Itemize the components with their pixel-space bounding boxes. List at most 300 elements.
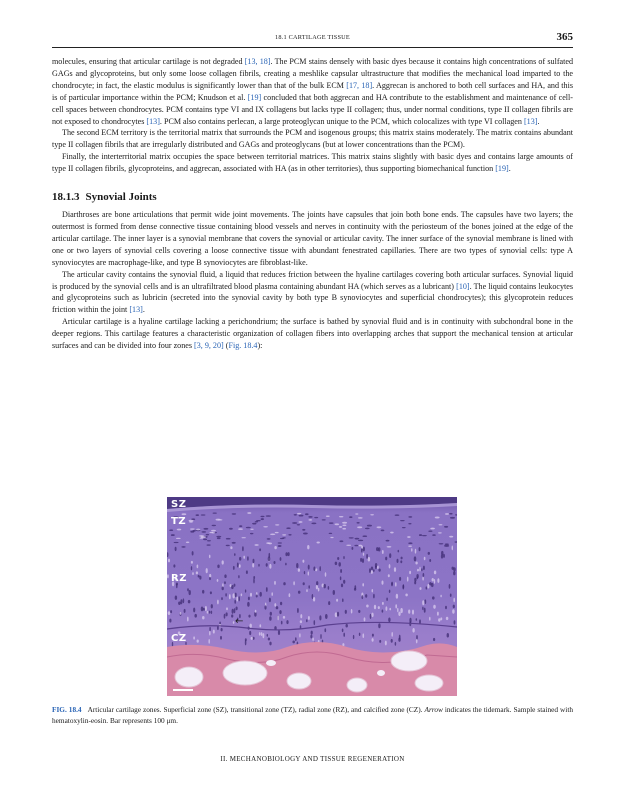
chondrocyte bbox=[340, 576, 342, 580]
citation-link[interactable]: Fig. 18.4 bbox=[228, 341, 258, 351]
chondrocyte bbox=[253, 578, 255, 583]
chondrocyte bbox=[209, 611, 211, 614]
chondrocyte bbox=[285, 563, 287, 566]
chondrocyte bbox=[453, 598, 455, 602]
citation-link[interactable]: [3, 9, 20] bbox=[194, 341, 224, 351]
chondrocyte bbox=[414, 581, 416, 584]
chondrocyte bbox=[190, 528, 195, 529]
chondrocyte bbox=[449, 536, 453, 538]
chondrocyte bbox=[365, 528, 370, 530]
chondrocyte bbox=[182, 513, 187, 515]
chondrocyte bbox=[311, 523, 316, 525]
paragraph-interterritorial-matrix bbox=[52, 151, 573, 175]
chondrocyte bbox=[362, 633, 364, 638]
chondrocyte bbox=[297, 608, 299, 613]
chondrocyte bbox=[188, 600, 191, 604]
chondrocyte bbox=[186, 542, 190, 544]
chondrocyte bbox=[400, 560, 402, 563]
text-run: Articular cartilage is a hyaline cartilage lacking a perichondrium; the surface is bathed by synovial fluid and is in continuity with subchondral bone in the deeper regions. This cartilage features a characteristic organization of collagen fibers into overlapping arches that support the mechanical tension at articular surfaces and can be divided into four zones bbox=[52, 317, 573, 351]
text-run: . bbox=[537, 116, 540, 126]
chondrocyte bbox=[388, 574, 390, 577]
chondrocyte bbox=[311, 631, 313, 635]
chondrocyte bbox=[437, 612, 439, 616]
chondrocyte bbox=[266, 587, 268, 592]
chondrocyte bbox=[314, 517, 318, 518]
chondrocyte bbox=[382, 602, 384, 605]
chondrocyte bbox=[246, 570, 248, 574]
section-number: 18.1.3 bbox=[52, 191, 80, 204]
chondrocyte bbox=[217, 564, 219, 568]
chondrocyte bbox=[391, 582, 393, 586]
chondrocyte bbox=[236, 596, 238, 601]
chondrocyte bbox=[210, 591, 212, 594]
chondrocyte bbox=[427, 584, 429, 589]
chondrocyte bbox=[365, 594, 367, 598]
text-run: molecules, ensuring that articular cartilage is not degraded bbox=[52, 57, 245, 66]
chondrocyte bbox=[429, 582, 431, 585]
chondrocyte bbox=[324, 628, 326, 632]
chondrocyte bbox=[439, 543, 444, 544]
chondrocyte bbox=[308, 585, 310, 588]
chondrocyte bbox=[405, 593, 408, 596]
chondrocyte bbox=[414, 556, 417, 561]
chondrocyte bbox=[220, 636, 222, 640]
chondrocyte bbox=[229, 594, 231, 599]
chondrocyte bbox=[389, 608, 391, 611]
caption-italic: Arrow bbox=[424, 705, 443, 714]
chondrocyte bbox=[363, 553, 364, 556]
chondrocyte bbox=[308, 571, 309, 575]
chondrocyte bbox=[354, 545, 358, 547]
chondrocyte bbox=[322, 519, 326, 520]
chondrocyte bbox=[183, 598, 185, 603]
chondrocyte bbox=[359, 633, 361, 636]
chondrocyte bbox=[242, 537, 246, 538]
chondrocyte bbox=[255, 610, 257, 613]
chondrocyte bbox=[372, 634, 374, 637]
chondrocyte bbox=[443, 554, 445, 558]
chondrocyte bbox=[175, 547, 177, 551]
chondrocyte bbox=[419, 567, 420, 572]
chondrocyte bbox=[246, 527, 251, 529]
chondrocyte bbox=[364, 617, 366, 621]
chondrocyte bbox=[270, 612, 272, 616]
chondrocyte bbox=[209, 532, 213, 533]
chondrocyte bbox=[261, 632, 263, 636]
chondrocyte bbox=[229, 528, 233, 530]
chondrocyte bbox=[256, 520, 261, 521]
chondrocyte bbox=[248, 597, 250, 601]
chondrocyte bbox=[232, 513, 236, 514]
chondrocyte bbox=[428, 552, 430, 555]
chondrocyte bbox=[308, 516, 312, 518]
chondrocyte bbox=[440, 595, 441, 598]
chondrocyte bbox=[234, 600, 236, 604]
chondrocyte bbox=[401, 557, 403, 560]
chondrocyte bbox=[325, 572, 327, 577]
chondrocyte bbox=[454, 620, 456, 624]
chondrocyte bbox=[354, 585, 356, 589]
chondrocyte bbox=[351, 609, 353, 614]
chondrocyte bbox=[433, 638, 435, 641]
chondrocyte bbox=[403, 584, 405, 588]
chondrocyte bbox=[201, 606, 204, 611]
chondrocyte bbox=[385, 557, 387, 561]
chondrocyte bbox=[250, 593, 252, 597]
chondrocyte bbox=[358, 540, 363, 542]
chondrocyte bbox=[325, 614, 328, 619]
chondrocyte bbox=[206, 534, 209, 536]
chondrocyte bbox=[382, 610, 384, 613]
chondrocyte bbox=[174, 542, 179, 543]
chondrocyte bbox=[286, 527, 290, 529]
chondrocyte bbox=[273, 561, 275, 564]
chondrocyte bbox=[328, 601, 330, 605]
chondrocyte bbox=[390, 532, 394, 534]
chondrocyte bbox=[320, 634, 321, 639]
chondrocyte bbox=[337, 612, 339, 617]
chondrocyte bbox=[412, 628, 414, 633]
chondrocyte bbox=[221, 628, 223, 632]
chondrocyte bbox=[419, 534, 422, 536]
chondrocyte bbox=[263, 526, 268, 527]
chondrocyte bbox=[193, 530, 196, 532]
chondrocyte bbox=[357, 526, 362, 528]
chondrocyte bbox=[395, 604, 397, 608]
citation-link[interactable]: [13] bbox=[146, 116, 160, 126]
chondrocyte bbox=[412, 610, 414, 615]
chondrocyte bbox=[243, 556, 245, 559]
chondrocyte bbox=[212, 525, 216, 526]
chondrocyte bbox=[280, 557, 282, 561]
chondrocyte bbox=[399, 577, 401, 581]
chondrocyte bbox=[355, 538, 360, 540]
chondrocyte bbox=[306, 619, 308, 622]
chondrocyte bbox=[221, 597, 223, 600]
chondrocyte bbox=[269, 616, 272, 621]
chondrocyte bbox=[298, 568, 300, 571]
chondrocyte bbox=[343, 556, 344, 559]
chondrocyte bbox=[398, 638, 400, 642]
chondrocyte bbox=[189, 520, 194, 522]
chondrocyte bbox=[355, 513, 358, 514]
citation-link[interactable]: [13, 18] bbox=[244, 57, 271, 66]
chondrocyte bbox=[248, 615, 250, 618]
chondrocyte bbox=[175, 596, 177, 600]
chondrocyte bbox=[374, 605, 376, 610]
chondrocyte bbox=[408, 523, 411, 524]
chondrocyte bbox=[280, 602, 282, 605]
chondrocyte bbox=[345, 624, 347, 628]
chondrocyte bbox=[329, 522, 334, 523]
chondrocyte bbox=[369, 568, 371, 573]
chondrocyte bbox=[297, 524, 301, 525]
text-run: ( bbox=[223, 341, 229, 351]
chondrocyte bbox=[201, 514, 206, 515]
chondrocyte bbox=[209, 555, 211, 559]
citation-link[interactable]: [19] bbox=[247, 92, 262, 102]
chondrocyte bbox=[342, 528, 346, 530]
chondrocyte bbox=[341, 584, 343, 588]
chondrocyte bbox=[269, 598, 271, 603]
body-text bbox=[52, 56, 573, 352]
chondrocyte bbox=[199, 576, 201, 580]
chondrocyte bbox=[256, 595, 258, 598]
chondrocyte bbox=[283, 582, 285, 585]
chondrocyte bbox=[289, 593, 291, 597]
chondrocyte bbox=[385, 641, 387, 646]
chondrocyte bbox=[224, 581, 226, 584]
chondrocyte bbox=[298, 591, 301, 594]
chondrocyte bbox=[239, 525, 242, 527]
chondrocyte bbox=[338, 562, 340, 566]
chondrocyte bbox=[330, 537, 333, 538]
chondrocyte bbox=[303, 582, 305, 585]
paragraph-articular-cartilage bbox=[52, 316, 573, 352]
text-run: . bbox=[508, 164, 511, 174]
chondrocyte bbox=[400, 608, 403, 613]
chondrocyte bbox=[264, 605, 266, 609]
chondrocyte bbox=[259, 632, 261, 635]
chondrocyte bbox=[432, 578, 434, 582]
chondrocyte bbox=[299, 515, 304, 517]
chondrocyte bbox=[207, 540, 211, 541]
chondrocyte bbox=[250, 529, 253, 530]
chondrocyte bbox=[453, 571, 455, 575]
chondrocyte bbox=[438, 618, 440, 621]
chondrocyte bbox=[279, 610, 281, 614]
chondrocyte bbox=[385, 606, 387, 610]
chondrocyte bbox=[285, 552, 287, 556]
chondrocyte bbox=[203, 528, 208, 530]
chondrocyte bbox=[449, 584, 451, 589]
chondrocyte bbox=[245, 589, 246, 592]
chondrocyte bbox=[316, 585, 318, 589]
chondrocyte bbox=[234, 553, 236, 556]
chondrocyte bbox=[225, 593, 227, 597]
citation-link[interactable]: [10] bbox=[456, 281, 470, 291]
chondrocyte bbox=[450, 517, 455, 519]
chondrocyte bbox=[176, 538, 181, 539]
chondrocyte bbox=[251, 637, 253, 640]
chondrocyte bbox=[310, 635, 312, 639]
chondrocyte bbox=[378, 623, 380, 628]
chondrocyte bbox=[302, 529, 305, 531]
chondrocyte bbox=[192, 551, 194, 555]
chondrocyte bbox=[366, 604, 369, 607]
running-head bbox=[52, 33, 573, 48]
chondrocyte bbox=[269, 564, 271, 569]
chondrocyte bbox=[441, 554, 443, 558]
chondrocyte bbox=[315, 568, 317, 571]
chondrocyte bbox=[270, 534, 275, 536]
chondrocyte bbox=[254, 544, 258, 546]
chondrocyte bbox=[217, 600, 219, 605]
chondrocyte bbox=[232, 593, 234, 598]
chondrocyte bbox=[173, 564, 175, 567]
chondrocyte bbox=[424, 599, 426, 604]
chondrocyte bbox=[203, 539, 207, 541]
chondrocyte bbox=[429, 617, 430, 621]
chondrocyte bbox=[168, 559, 170, 563]
chondrocyte bbox=[351, 547, 353, 550]
chondrocyte bbox=[184, 609, 186, 613]
chondrocyte bbox=[422, 577, 423, 581]
chondrocyte bbox=[362, 535, 367, 537]
chondrocyte bbox=[295, 637, 297, 641]
chondrocyte bbox=[292, 640, 295, 643]
chondrocyte bbox=[414, 578, 416, 582]
text-run: . The PCM stains densely with basic dyes because it contains high concentrations of sulfated GAGs and glycoproteins, but only some loose collagen fibrils, creating a meshlike capsular ultrastructure that modifies the mechanical load imparted to the chondrocyte; in fact, the elastic modulus is significantly lower than that of the bulk ECM bbox=[52, 57, 574, 90]
chondrocyte bbox=[205, 606, 207, 611]
chondrocyte bbox=[253, 637, 255, 640]
chondrocyte bbox=[317, 542, 320, 544]
chondrocyte bbox=[356, 522, 359, 524]
chondrocyte bbox=[230, 546, 232, 549]
chondrocyte bbox=[258, 564, 260, 567]
chondrocyte bbox=[449, 513, 452, 515]
citation-link[interactable]: [13] bbox=[129, 305, 143, 315]
tidemark-arrow: ← bbox=[235, 616, 244, 627]
chondrocyte bbox=[339, 540, 343, 542]
chondrocyte bbox=[197, 639, 199, 642]
chondrocyte bbox=[308, 565, 310, 570]
chondrocyte bbox=[192, 572, 194, 575]
chondrocyte bbox=[422, 600, 424, 605]
chondrocyte bbox=[274, 546, 277, 549]
chondrocyte bbox=[266, 563, 268, 567]
chondrocyte bbox=[339, 516, 343, 517]
chondrocyte bbox=[304, 571, 305, 574]
caption-text-end: indicates the tidemark. Sample stained with hematoxylin-eosin. Bar represents 100 μm. bbox=[52, 705, 574, 725]
chondrocyte bbox=[275, 524, 279, 525]
chondrocyte bbox=[303, 533, 308, 535]
chondrocyte bbox=[231, 585, 233, 589]
chondrocyte bbox=[428, 530, 432, 531]
chondrocyte bbox=[196, 529, 200, 531]
chondrocyte bbox=[239, 564, 241, 568]
chondrocyte bbox=[217, 579, 219, 582]
chondrocyte bbox=[373, 594, 375, 599]
chondrocyte bbox=[238, 528, 243, 530]
chondrocyte bbox=[262, 633, 264, 638]
chondrocyte bbox=[275, 532, 279, 533]
chondrocyte bbox=[224, 614, 226, 619]
chondrocyte bbox=[343, 633, 345, 637]
chondrocyte bbox=[353, 635, 355, 639]
chondrocyte bbox=[371, 613, 373, 617]
chondrocyte bbox=[233, 566, 235, 570]
chondrocyte bbox=[337, 557, 339, 560]
chondrocyte bbox=[276, 606, 279, 609]
chondrocyte bbox=[308, 519, 312, 521]
chondrocyte bbox=[387, 546, 392, 548]
chondrocyte bbox=[250, 533, 253, 534]
chondrocyte bbox=[180, 599, 182, 604]
running-title: 18.1 CARTILAGE TISSUE bbox=[275, 34, 350, 41]
chondrocyte bbox=[335, 612, 338, 617]
chondrocyte bbox=[342, 522, 347, 524]
chondrocyte bbox=[217, 537, 221, 539]
chondrocyte bbox=[326, 515, 330, 516]
chondrocyte bbox=[171, 534, 175, 536]
chondrocyte bbox=[408, 516, 412, 518]
chondrocyte bbox=[277, 615, 279, 620]
chondrocyte bbox=[419, 547, 421, 551]
chondrocyte bbox=[189, 590, 191, 595]
chondrocyte bbox=[197, 565, 199, 569]
chondrocyte bbox=[267, 634, 268, 637]
chondrocyte bbox=[407, 577, 409, 582]
chondrocyte bbox=[308, 616, 310, 620]
chondrocyte bbox=[402, 527, 406, 528]
section-heading bbox=[52, 191, 573, 203]
chondrocyte bbox=[299, 633, 300, 637]
chondrocyte bbox=[450, 594, 452, 597]
citation-link[interactable]: [19] bbox=[495, 164, 509, 174]
chondrocyte bbox=[361, 595, 363, 599]
chondrocyte bbox=[342, 629, 344, 633]
chondrocyte bbox=[282, 537, 286, 538]
chondrocyte bbox=[206, 544, 210, 545]
chondrocyte bbox=[288, 534, 291, 536]
chondrocyte bbox=[293, 581, 295, 585]
chondrocyte bbox=[194, 614, 197, 618]
chondrocyte bbox=[176, 584, 178, 588]
chondrocyte bbox=[434, 579, 435, 584]
chondrocyte bbox=[196, 571, 198, 574]
zone-label-sz: SZ bbox=[171, 499, 187, 510]
chondrocyte bbox=[196, 514, 200, 516]
chondrocyte bbox=[339, 526, 342, 528]
chondrocyte bbox=[398, 550, 400, 553]
chondrocyte bbox=[408, 542, 412, 544]
chondrocyte bbox=[209, 631, 211, 635]
chondrocyte bbox=[396, 594, 398, 599]
chondrocyte bbox=[419, 587, 421, 590]
citation-link[interactable]: [13] bbox=[523, 116, 538, 126]
figure-caption bbox=[52, 705, 573, 727]
chondrocyte bbox=[274, 581, 276, 585]
chondrocyte bbox=[336, 599, 338, 602]
chondrocyte bbox=[274, 603, 276, 607]
chondrocyte bbox=[312, 638, 314, 642]
chondrocyte bbox=[358, 545, 362, 547]
chondrocyte bbox=[216, 536, 221, 538]
chondrocyte bbox=[252, 563, 254, 568]
text-run: Diarthroses are bone articulations that permit wide joint movements. The joints have capsules that join both bone ends. The capsules have two layers; the outermost is formed from dense connective tissue containing blood vessels and nerves in continuity with the periosteum of the bones joined at the edge of the articular cartilage. The inner layer is a synovial membrane that covers the synovial or articular cavity. The inner surface of the synovial membrane is lined with one or two layers of synovial cells covering a loose connective tissue with abundant fenestrated capillaries. There are two types of synovial cells: type A synoviocytes are macrophage-like, and type B synoviocytes are fibroblast-like. bbox=[52, 210, 573, 267]
chondrocyte bbox=[362, 583, 364, 586]
chondrocyte bbox=[249, 631, 251, 635]
chondrocyte bbox=[444, 545, 449, 547]
citation-link[interactable]: [17, 18] bbox=[346, 80, 373, 90]
chondrocyte bbox=[235, 593, 237, 598]
chondrocyte bbox=[372, 589, 373, 592]
chondrocyte bbox=[417, 576, 419, 579]
chondrocyte bbox=[438, 532, 442, 533]
chondrocyte bbox=[236, 607, 238, 611]
chondrocyte bbox=[213, 630, 215, 634]
chondrocyte bbox=[421, 568, 422, 571]
chondrocyte bbox=[408, 609, 410, 613]
chondrocyte bbox=[397, 608, 398, 612]
chondrocyte bbox=[358, 517, 363, 519]
chondrocyte bbox=[226, 538, 231, 540]
chondrocyte bbox=[271, 592, 273, 596]
chondrocyte bbox=[445, 543, 449, 545]
chondrocyte bbox=[447, 633, 449, 638]
zone-label-tz: TZ bbox=[171, 516, 187, 527]
